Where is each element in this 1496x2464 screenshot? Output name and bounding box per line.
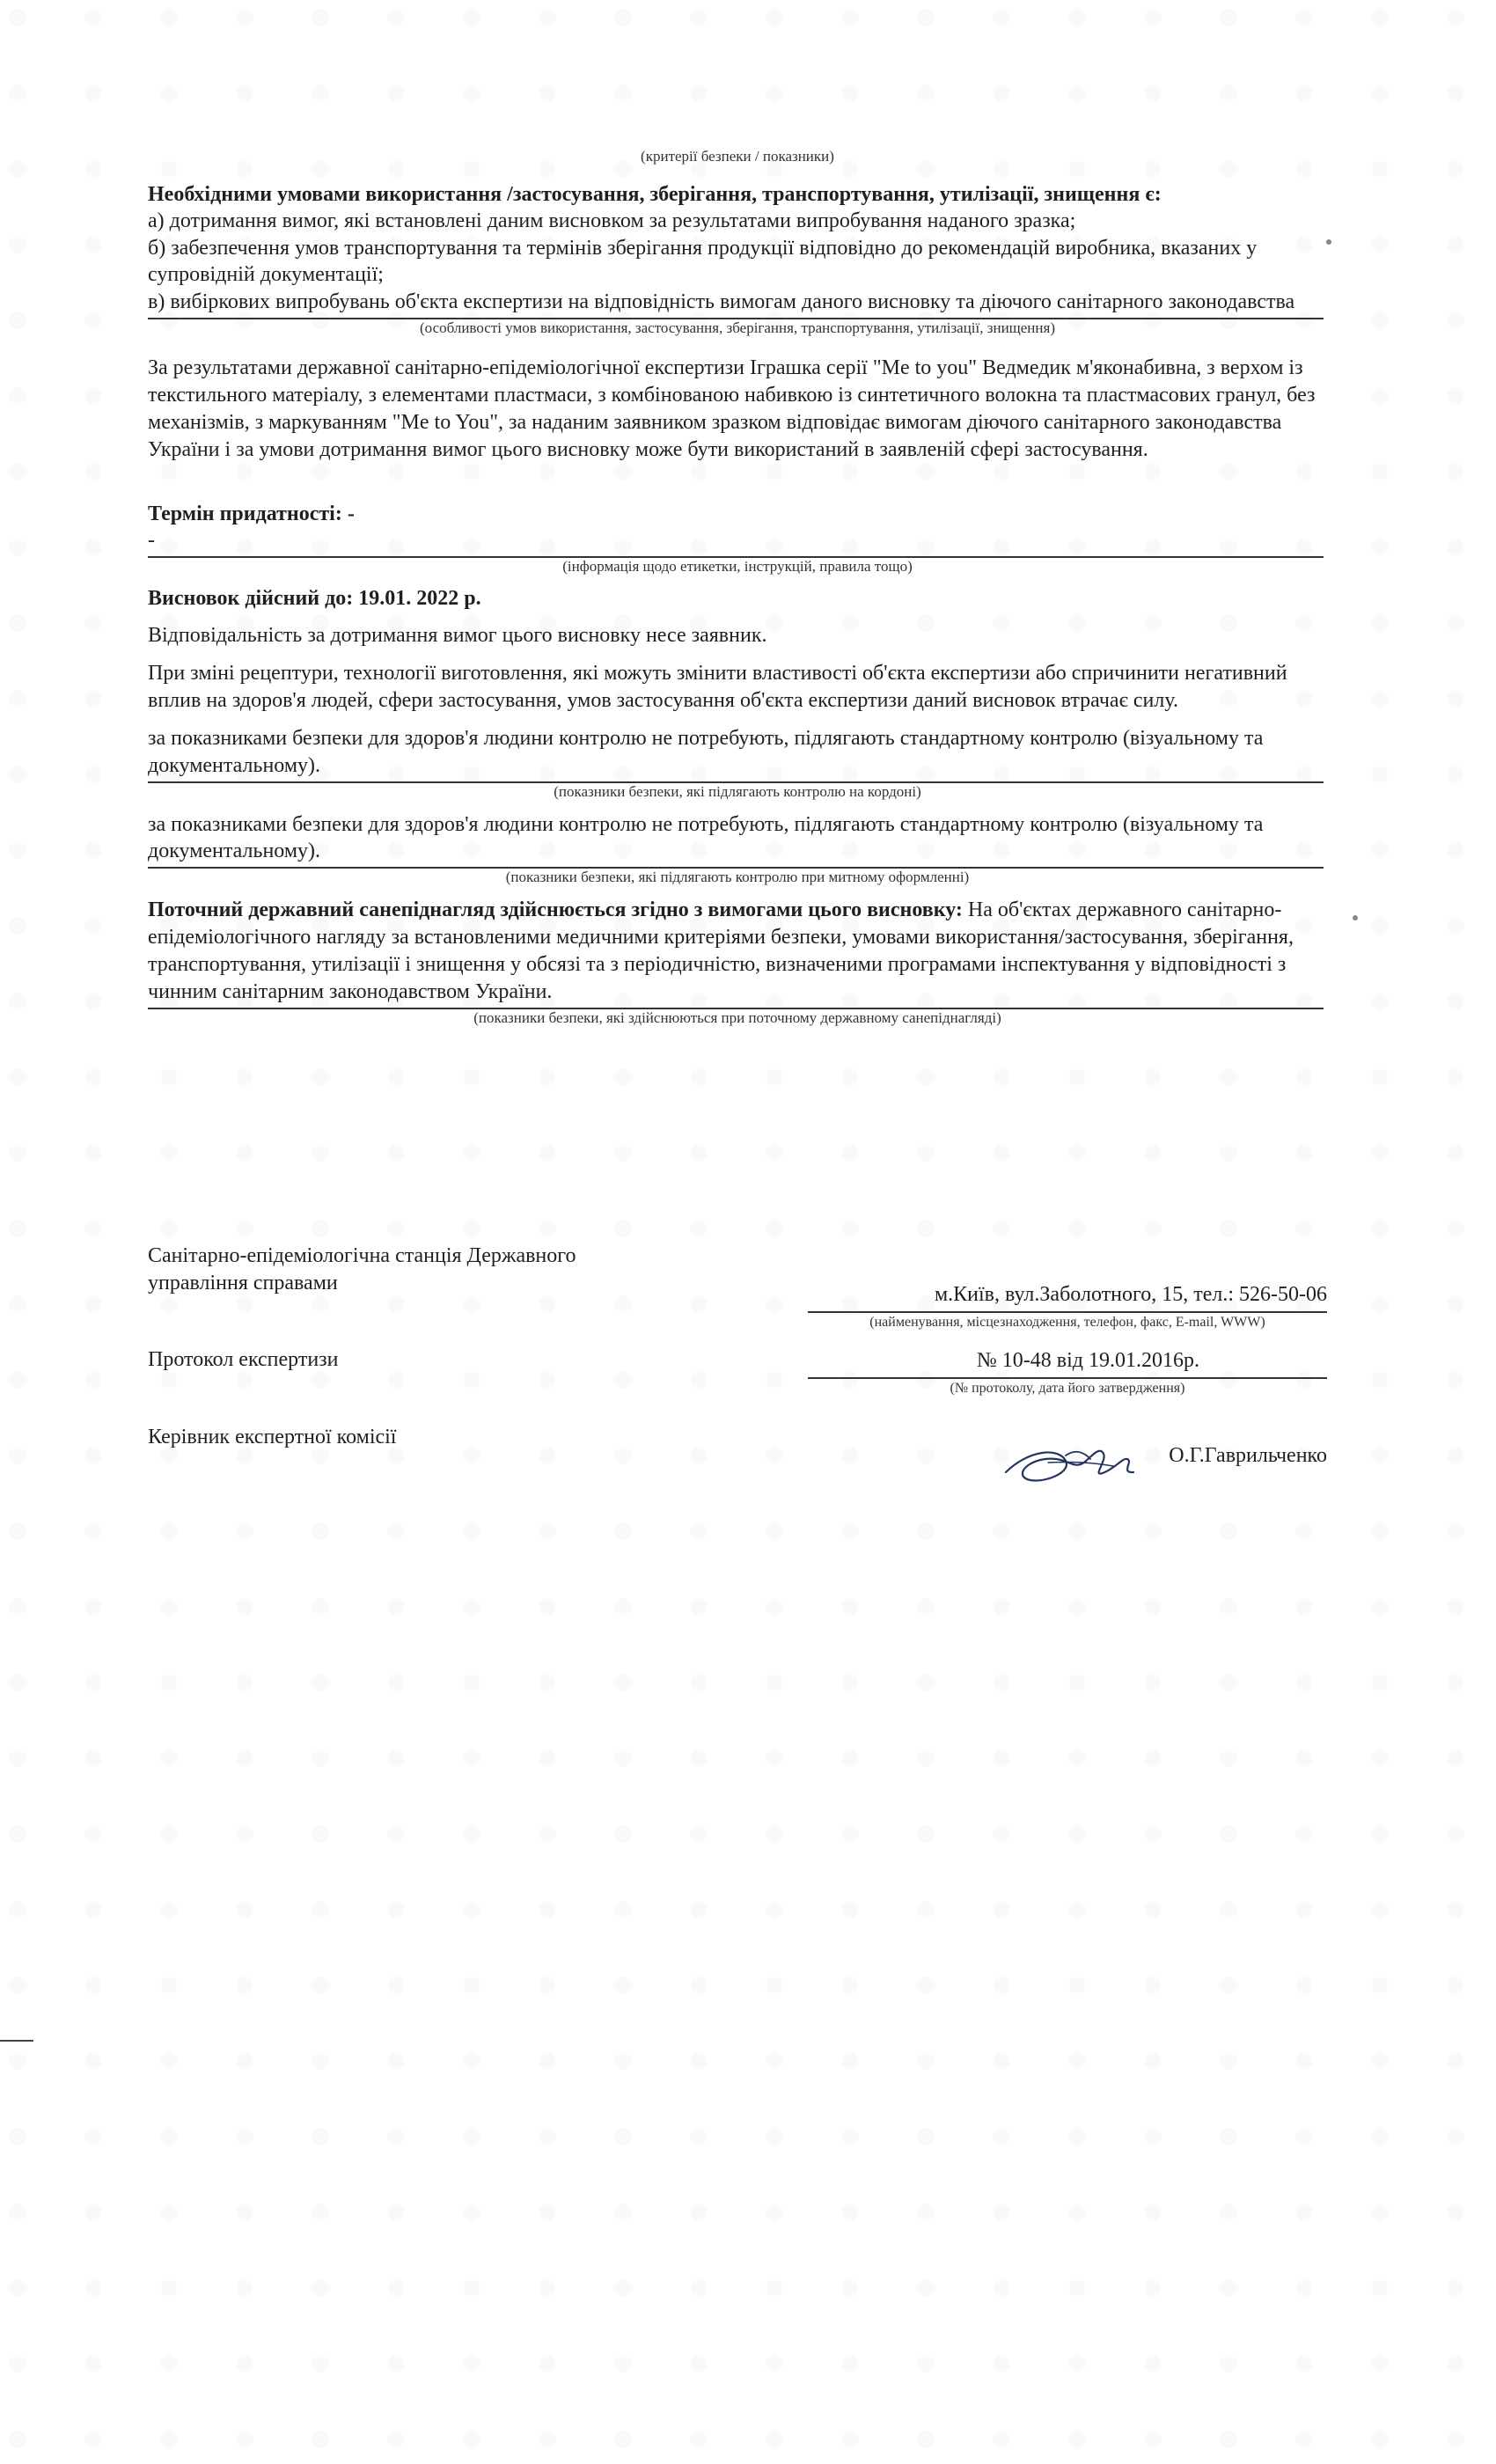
shelf-life-value: - — [148, 528, 155, 552]
station-address-block — [808, 1282, 1327, 1331]
protocol-label: Протокол експертизи — [148, 1348, 339, 1371]
left-margin-mark — [0, 2040, 33, 2042]
protocol-block — [808, 1348, 1327, 1397]
customs-control-text: за показниками безпеки для здоров'я людини контролю не потребують, підлягають стандартному контролю (візуальному та документальному). — [148, 812, 1264, 863]
supervision-paragraph — [148, 897, 1327, 1006]
supervision-caption: (показники безпеки, які здійснюються при поточному державному санепіднагляді) — [473, 1008, 1001, 1026]
valid-until: Висновок дійсний до: 19.01. 2022 р. — [148, 587, 481, 611]
condition-item: б) забезпечення умов транспортування та термінів зберігання продукції відповідно до рекомендацій виробника, вказаних у супровідній документації; — [148, 236, 1258, 287]
conditions-section — [148, 181, 1327, 337]
document-body — [148, 148, 1327, 1026]
border-control-text: за показниками безпеки для здоров'я людини контролю не потребують, підлягають стандартному контролю (візуальному та документальному). — [148, 727, 1264, 778]
top-caption: (критерії безпеки / показники) — [641, 148, 834, 165]
conditions-caption: (особливості умов використання, застосування, зберігання, транспортування, утилізації, знищення) — [420, 319, 1055, 337]
border-control-section — [148, 725, 1327, 800]
shelf-life-heading: Термін придатності: - — [148, 502, 355, 525]
scan-dot — [1353, 915, 1358, 920]
supervision-section — [148, 897, 1327, 1026]
supervision-text: На об'єктах державного санітарно-епідеміологічного нагляду за встановленими медичними критеріями безпеки, умовами використання/застосування, зберігання, транспортування, утилізації і знищення у обсязі та з періодичністю, визначеними програмами інспектування у відповідності з чинним санітарним законодавством України. — [148, 898, 1294, 1003]
station-address-rule — [808, 1311, 1327, 1313]
protocol-rule — [808, 1377, 1327, 1379]
protocol-caption: (№ протоколу, дата його затвердження) — [950, 1380, 1185, 1396]
change-paragraph: При зміні рецептури, технології виготовлення, які можуть змінити властивості об'єкта експертизи або спричинити негативний вплив на здоров'я людей, сфери застосування, умов застосування об'єкта експертизи даний висновок втрачає силу. — [148, 662, 1287, 713]
condition-item: а) дотримання вимог, які встановлені даним висновком за результатами випробування наданого зразка; — [148, 209, 1076, 232]
customs-control-section — [148, 811, 1327, 886]
shelf-life-section — [148, 501, 1327, 576]
station-address: м.Київ, вул.Заболотного, 15, тел.: 526-50-06 — [934, 1283, 1327, 1306]
condition-item: в) вибіркових випробувань об'єкта експертизи на відповідність вимогам даного висновку та діючого санітарного законодавства — [148, 290, 1295, 314]
responsibility-text: Відповідальність за дотримання вимог цього висновку несе заявник. — [148, 624, 767, 648]
customs-control-caption: (показники безпеки, які підлягають контролю при митному оформленні) — [505, 869, 970, 886]
shelf-life-caption: (інформація щодо етикетки, інструкцій, правила тощо) — [562, 557, 913, 575]
conditions-heading: Необхідними умовами використання /застосування, зберігання, транспортування, утилізації, знищення є: — [148, 182, 1162, 206]
signature-icon — [997, 1434, 1142, 1496]
station-caption: (найменування, місцезнаходження, телефон, факс, E-mail, WWW) — [869, 1314, 1265, 1330]
head-label: Керівник експертної комісії — [148, 1426, 397, 1448]
station-label: Санітарно-епідеміологічна станція Державного управління справами — [148, 1244, 576, 1295]
supervision-bold: Поточний державний санепіднагляд здійснюється згідно з вимогами цього висновку: — [148, 898, 963, 921]
result-paragraph: За результатами державної санітарно-епідеміологічної експертизи Іграшка серії "Me to you" Ведмедик м'яконабивна, з верхом із текстильного матеріалу, з елементами пластмаси, з комбінованою набивкою із синтетичного волокна та пластмасових гранул, без механізмів, з маркуванням "Me to You", за наданим заявником зразком відповідає вимогам діючого санітарного законодавства України і за умови дотримання вимог цього висновку може бути використаний в заявленій сфері застосування. — [148, 356, 1316, 461]
signature-block — [148, 1243, 1327, 1489]
head-name: О.Г.Гаврильченко — [1169, 1444, 1327, 1467]
border-control-caption: (показники безпеки, які підлягають контролю на кордоні) — [554, 782, 921, 800]
protocol-value: № 10-48 від 19.01.2016р. — [976, 1349, 1199, 1372]
